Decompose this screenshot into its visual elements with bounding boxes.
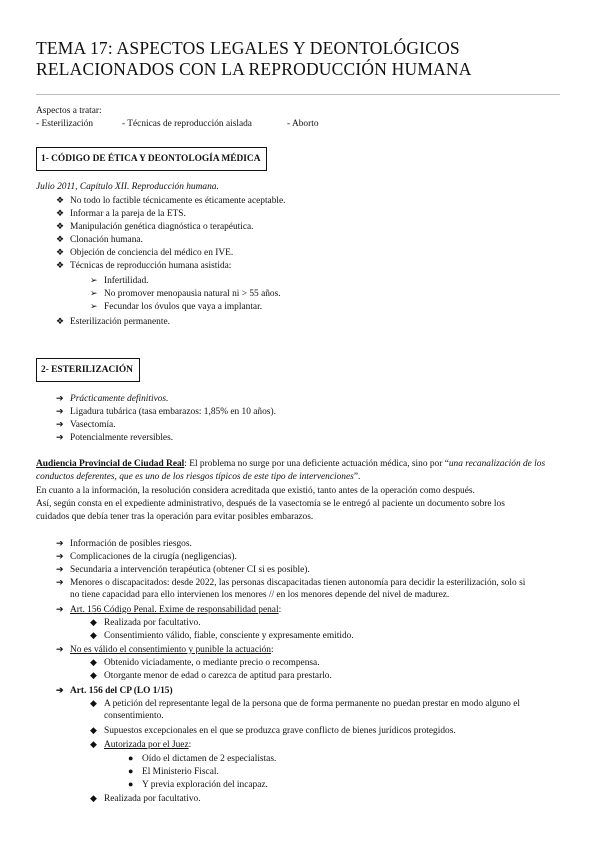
aspect-item: - Técnicas de reproducción aislada	[122, 119, 252, 129]
sub-list-item-continuation: consentimiento.	[104, 711, 164, 721]
arrowhead-bullet-icon: ➢	[90, 288, 98, 298]
arrow-item-continuation: no tiene capacidad para ello intervienen los menores // en los menores depende del nivel de madurez.	[70, 590, 450, 600]
sub-list-item: ➢ No promover menopausia natural ni > 55 años.	[90, 288, 281, 299]
diamond-bullet-icon: ❖	[56, 316, 65, 326]
sub-list-item: ◆ A petición del representante legal de la persona que de forma permanente no puedan prestar en modo alguno el	[90, 698, 520, 709]
diamond-bullet-icon: ❖	[56, 260, 65, 270]
juez-item: ● Oído el dictamen de 2 especialistas.	[128, 753, 277, 764]
sub-list-item: ◆ Realizada por facultativo.	[90, 793, 201, 804]
audiencia-paragraph: Audiencia Provincial de Ciudad Real: El problema no surge por una deficiente actuación médica, sino por “una recanalización de los conductos deferentes, que es uno de los riesgos típicos de este tipo de intervenciones”.	[36, 459, 546, 483]
arrow-right-icon: ➔	[56, 551, 64, 561]
paragraph: Así, según consta en el expediente administrativo, después de la vasectomía se le entregó al paciente un documento sobre los	[36, 499, 505, 509]
diamond-bullet-icon: ◆	[90, 739, 97, 749]
diamond-bullet-icon: ❖	[56, 208, 65, 218]
arrow-right-icon: ➔	[56, 604, 64, 614]
diamond-bullet-icon: ◆	[90, 630, 97, 640]
page-title	[36, 38, 556, 80]
sub-list-item: ◆ Obtenido viciadamente, o mediante precio o recompensa.	[90, 657, 320, 668]
arrow-right-icon: ➔	[56, 564, 64, 574]
paragraph: En cuanto a la información, la resolución considera acreditada que existió, tanto antes de la operación como después.	[36, 486, 475, 496]
dot-bullet-icon: ●	[128, 779, 134, 789]
arrow-item: ➔ Ligadura tubárica (tasa embarazos: 1,85% en 10 años).	[56, 406, 276, 417]
arrow-item: ➔ Información de posibles riesgos.	[56, 538, 192, 549]
arrow-right-icon: ➔	[56, 644, 64, 654]
juez-item: ● Y previa exploración del incapaz.	[128, 779, 268, 790]
arrow-right-icon: ➔	[56, 538, 64, 548]
sub-list-item: ➢ Infertilidad.	[90, 275, 149, 286]
sub-list-item: ◆ Consentimiento válido, fiable, consciente y expresamente emitido.	[90, 630, 354, 641]
dot-bullet-icon: ●	[128, 753, 134, 763]
diamond-bullet-icon: ◆	[90, 698, 97, 708]
dot-bullet-icon: ●	[128, 766, 134, 776]
section-heading-2: 2- ESTERILIZACIÓN	[36, 358, 140, 382]
arrow-right-icon: ➔	[56, 419, 64, 429]
paragraph: cuidados que debía tener tras la operación para evitar posibles embarazos.	[36, 512, 314, 522]
diamond-bullet-icon: ◆	[90, 725, 97, 735]
aspect-item: - Aborto	[287, 119, 319, 129]
aspects-heading: Aspectos a tratar:	[36, 106, 102, 116]
arrow-right-icon: ➔	[56, 393, 64, 403]
diamond-bullet-icon: ◆	[90, 670, 97, 680]
list-item: ❖ Técnicas de reproducción humana asistida:	[56, 260, 232, 271]
diamond-bullet-icon: ◆	[90, 617, 97, 627]
diamond-bullet-icon: ❖	[56, 221, 65, 231]
title-divider	[36, 94, 560, 95]
sub-list-item: ◆ Realizada por facultativo.	[90, 617, 201, 628]
arrow-right-icon: ➔	[56, 577, 64, 587]
list-item: ❖ Clonación humana.	[56, 234, 143, 245]
diamond-bullet-icon: ❖	[56, 247, 65, 257]
title-line-2: RELACIONADOS CON LA REPRODUCCIÓN HUMANA	[36, 59, 472, 79]
arrow-item: ➔ Art. 156 Código Penal. Exime de responsabilidad penal:	[56, 604, 282, 615]
arrow-right-icon: ➔	[56, 406, 64, 416]
list-item: ❖ No todo lo factible técnicamente es éticamente aceptable.	[56, 195, 286, 206]
section-heading-1: 1- CÓDIGO DE ÉTICA Y DEONTOLOGÍA MÉDICA	[36, 147, 267, 171]
diamond-bullet-icon: ◆	[90, 793, 97, 803]
sub-list-item: ➢ Fecundar los óvulos que vaya a implantar.	[90, 301, 263, 312]
aspect-item: - Esterilización	[36, 119, 94, 129]
arrow-item: ➔ Complicaciones de la cirugía (negligencias).	[56, 551, 237, 562]
sub-list-item: ◆ Autorizada por el Juez:	[90, 739, 192, 750]
arrow-item: ➔ Prácticamente definitivos.	[56, 393, 169, 404]
diamond-bullet-icon: ❖	[56, 234, 65, 244]
arrow-right-icon: ➔	[56, 432, 64, 442]
list-item: ❖ Manipulación genética diagnóstica o terapéutica.	[56, 221, 254, 232]
list-item: ❖ Esterilización permanente.	[56, 316, 170, 327]
arrow-item: ➔ Potencialmente reversibles.	[56, 432, 174, 443]
diamond-bullet-icon: ❖	[56, 195, 65, 205]
diamond-bullet-icon: ◆	[90, 657, 97, 667]
sub-list-item: ◆ Otorgante menor de edad o carezca de aptitud para prestarlo.	[90, 670, 332, 681]
arrow-right-icon: ➔	[56, 685, 64, 695]
arrow-item: ➔ Art. 156 del CP (LO 1/15)	[56, 685, 173, 696]
arrow-item: ➔ Vasectomía.	[56, 419, 116, 430]
list-item: ❖ Informar a la pareja de la ETS.	[56, 208, 186, 219]
list-item: ❖ Objeción de conciencia del médico en IVE.	[56, 247, 234, 258]
title-line-1: TEMA 17: ASPECTOS LEGALES Y DEONTOLÓGICOS	[36, 38, 460, 58]
juez-item: ● El Ministerio Fiscal.	[128, 766, 219, 777]
arrow-item: ➔ Secundaria a intervención terapéutica (obtener CI si es posible).	[56, 564, 310, 575]
arrowhead-bullet-icon: ➢	[90, 275, 98, 285]
arrowhead-bullet-icon: ➢	[90, 301, 98, 311]
sub-list-item: ◆ Supuestos excepcionales en el que se produzca grave conflicto de bienes jurídicos protegidos.	[90, 725, 456, 736]
arrow-item: ➔ Menores o discapacitados: desde 2022, las personas discapacitadas tienen autonomía para decidir la esterilización, solo si	[56, 577, 526, 588]
section1-intro: Julio 2011, Capítulo XII. Reproducción humana.	[36, 182, 219, 192]
arrow-item: ➔ No es válido el consentimiento y punible la actuación:	[56, 644, 274, 655]
